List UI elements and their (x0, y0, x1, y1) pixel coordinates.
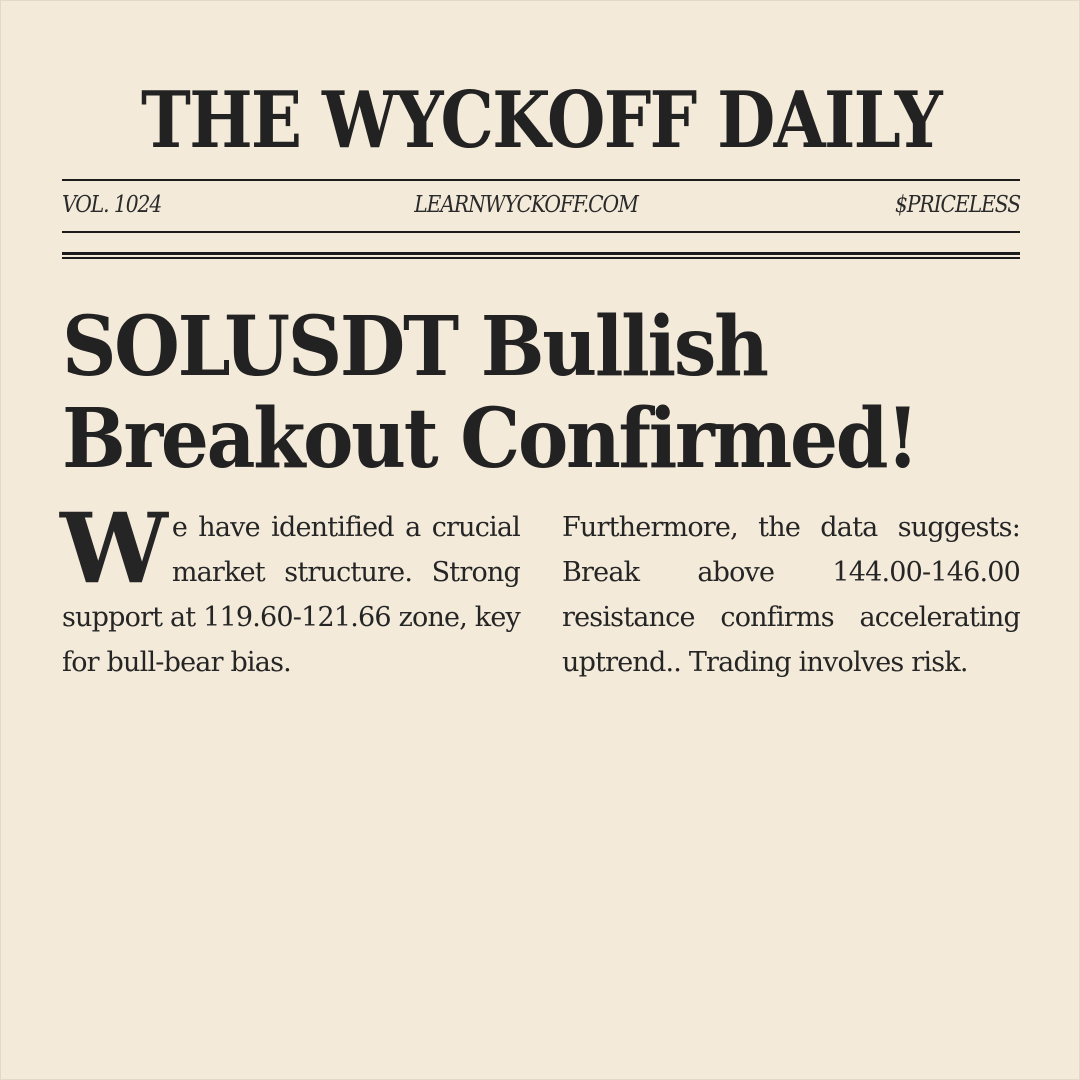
article-body (60, 492, 1020, 685)
column-right-text: Furthermore, the data suggests: Break above 144.00-146.00 resistance confirms accelerating uptrend.. Trading involves risk. (562, 512, 1020, 678)
price-label: $PRICELESS (894, 192, 1020, 218)
masthead-title: THE WYCKOFF DAILY (141, 75, 941, 166)
article-column-right (562, 505, 1020, 685)
column-left-text: e have identified a crucial market structure. Strong support at 119.60-121.66 zone, key for bull-bear bias. (62, 512, 520, 678)
masthead-bottom-rule (62, 231, 1020, 233)
double-rule-bottom (62, 257, 1020, 260)
double-rule-top (62, 252, 1020, 255)
website-label: LEARNWYCKOFF.COM (414, 192, 639, 218)
article-headline: SOLUSDT Bullish Breakout Confirmed! (62, 299, 917, 487)
volume-label: VOL. 1024 (62, 192, 162, 218)
drop-cap: W (60, 492, 164, 605)
masthead-info-bar (62, 187, 1020, 223)
masthead-top-rule (62, 179, 1020, 181)
article-column-left (60, 492, 520, 685)
